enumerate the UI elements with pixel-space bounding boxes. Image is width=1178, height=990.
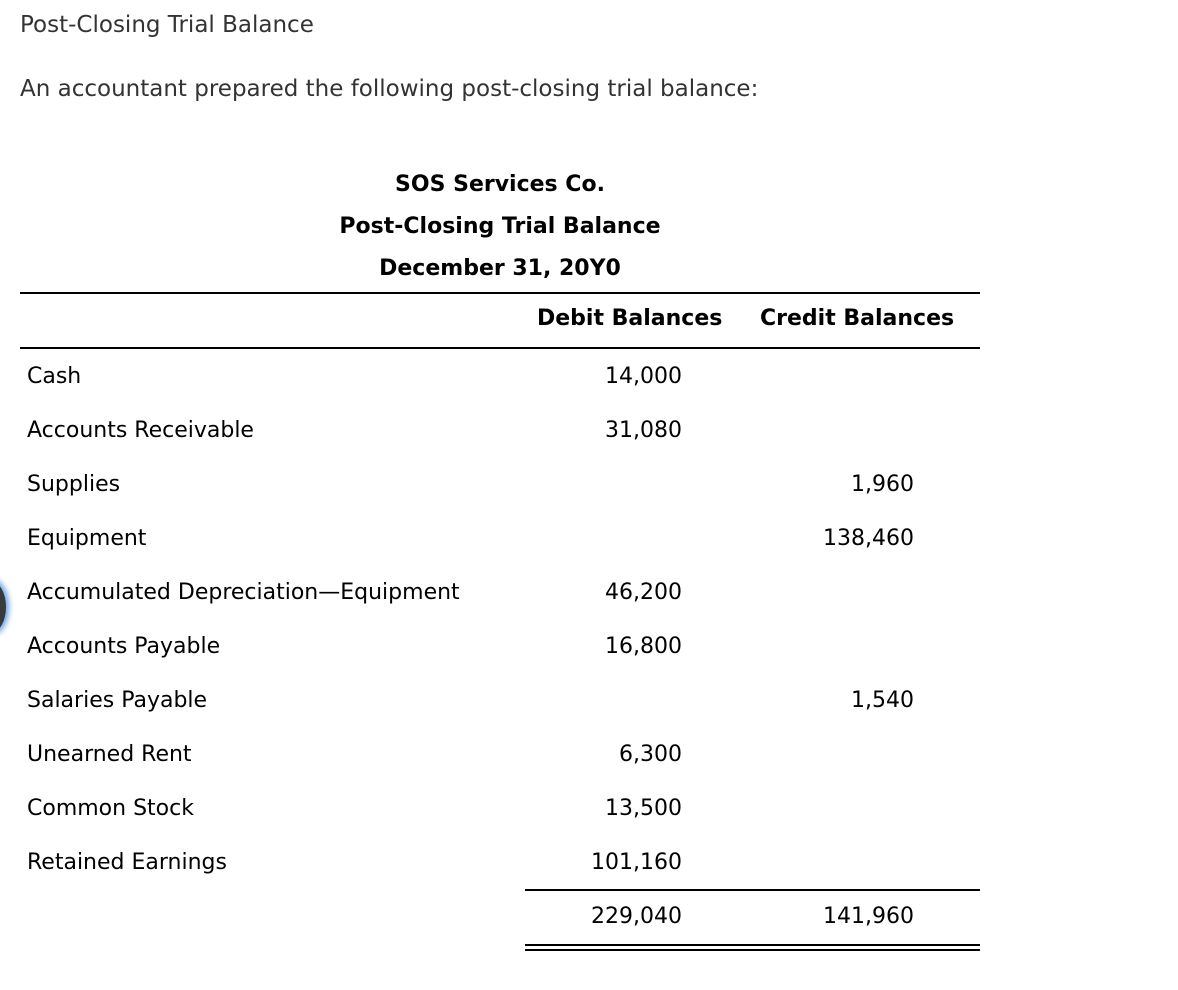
debit-value: 101,160 xyxy=(591,850,682,875)
company-name: SOS Services Co. xyxy=(395,172,605,197)
debit-value: 16,800 xyxy=(605,634,682,659)
page-title: Post-Closing Trial Balance xyxy=(20,12,314,38)
intro-text: An accountant prepared the following post-closing trial balance: xyxy=(20,76,759,102)
debit-value: 46,200 xyxy=(605,580,682,605)
credit-value: 138,460 xyxy=(823,526,914,551)
header-rule xyxy=(20,347,980,349)
credit-value: 1,540 xyxy=(851,688,914,713)
table-row xyxy=(20,364,980,418)
account-name: Cash xyxy=(27,364,82,389)
credit-total: 141,960 xyxy=(823,904,914,929)
table-row xyxy=(20,472,980,526)
table-row xyxy=(20,526,980,580)
table-row xyxy=(20,742,980,796)
table-row xyxy=(20,688,980,742)
debit-value: 14,000 xyxy=(605,364,682,389)
account-name: Retained Earnings xyxy=(27,850,227,875)
report-date: December 31, 20Y0 xyxy=(379,256,621,281)
debit-total: 229,040 xyxy=(591,904,682,929)
report-name: Post-Closing Trial Balance xyxy=(339,214,661,239)
top-rule xyxy=(20,292,980,294)
account-name: Accounts Payable xyxy=(27,634,221,659)
table-row xyxy=(20,634,980,688)
totals-row xyxy=(20,904,980,934)
double-rule-bottom xyxy=(525,949,980,951)
debit-value: 13,500 xyxy=(605,796,682,821)
account-name: Accounts Receivable xyxy=(27,418,254,443)
account-name: Common Stock xyxy=(27,796,194,821)
table-row xyxy=(20,580,980,634)
account-name: Supplies xyxy=(27,472,121,497)
account-name: Equipment xyxy=(27,526,147,551)
credit-value: 1,960 xyxy=(851,472,914,497)
account-name: Salaries Payable xyxy=(27,688,208,713)
side-handle-icon[interactable] xyxy=(0,582,6,632)
debit-value: 31,080 xyxy=(605,418,682,443)
table-row xyxy=(20,418,980,472)
account-name: Unearned Rent xyxy=(27,742,192,767)
table-row xyxy=(20,850,980,904)
table-row xyxy=(20,796,980,850)
debit-value: 6,300 xyxy=(619,742,682,767)
account-name: Accumulated Depreciation—Equipment xyxy=(27,580,460,605)
total-rule xyxy=(525,889,980,891)
debit-column-header: Debit Balances xyxy=(537,306,723,331)
double-rule-top xyxy=(525,944,980,946)
credit-column-header: Credit Balances xyxy=(760,306,955,331)
